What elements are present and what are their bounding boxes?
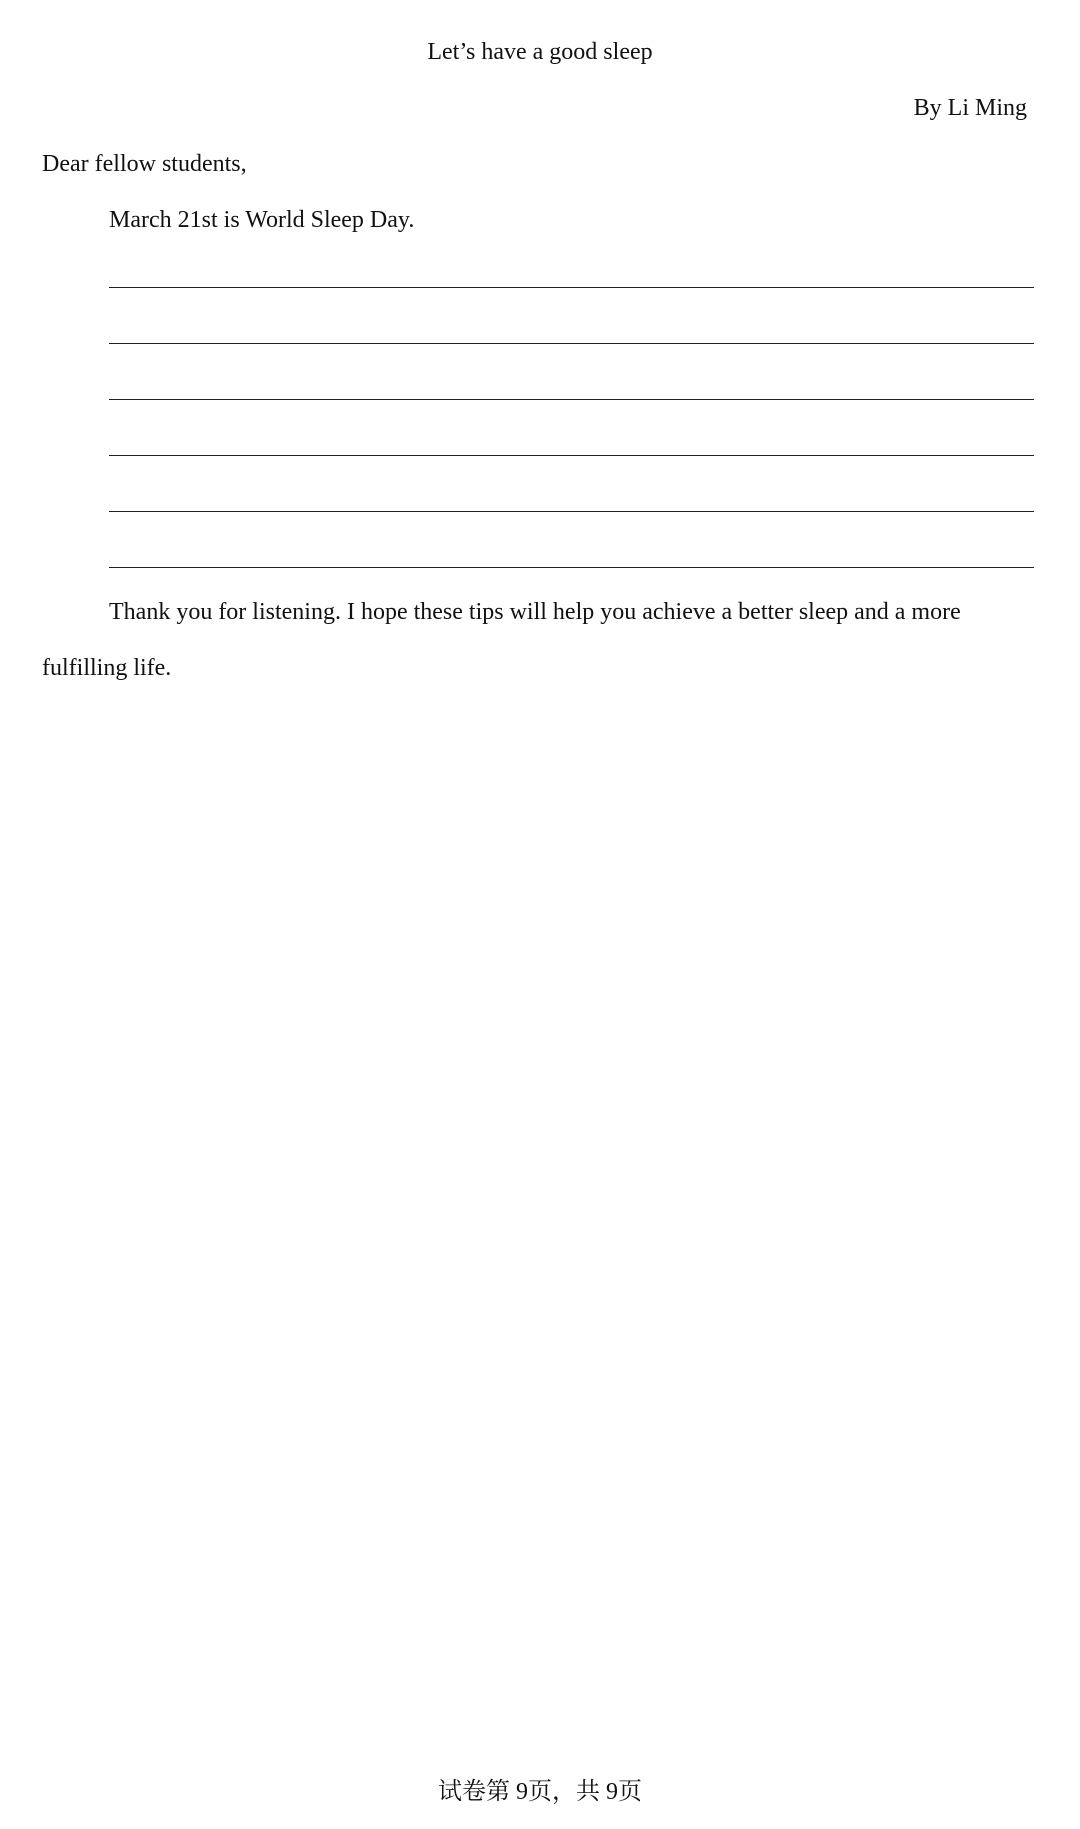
- answer-line-3: [109, 399, 1034, 400]
- opening-sentence: March 21st is World Sleep Day.: [109, 207, 415, 233]
- answer-line-6: [109, 567, 1034, 568]
- answer-line-5: [109, 511, 1034, 512]
- greeting: Dear fellow students,: [42, 151, 247, 177]
- answer-line-4: [109, 455, 1034, 456]
- essay-title: Let’s have a good sleep: [427, 39, 653, 65]
- answer-line-2: [109, 343, 1034, 344]
- answer-line-1: [109, 287, 1034, 288]
- closing-line-1: Thank you for listening. I hope these tips will help you achieve a better sleep and a more: [109, 599, 961, 625]
- author-byline: By Li Ming: [913, 95, 1027, 121]
- closing-line-2: fulfilling life.: [42, 655, 172, 681]
- page-number-footer: 试卷第 9页，共 9页: [438, 1779, 642, 1805]
